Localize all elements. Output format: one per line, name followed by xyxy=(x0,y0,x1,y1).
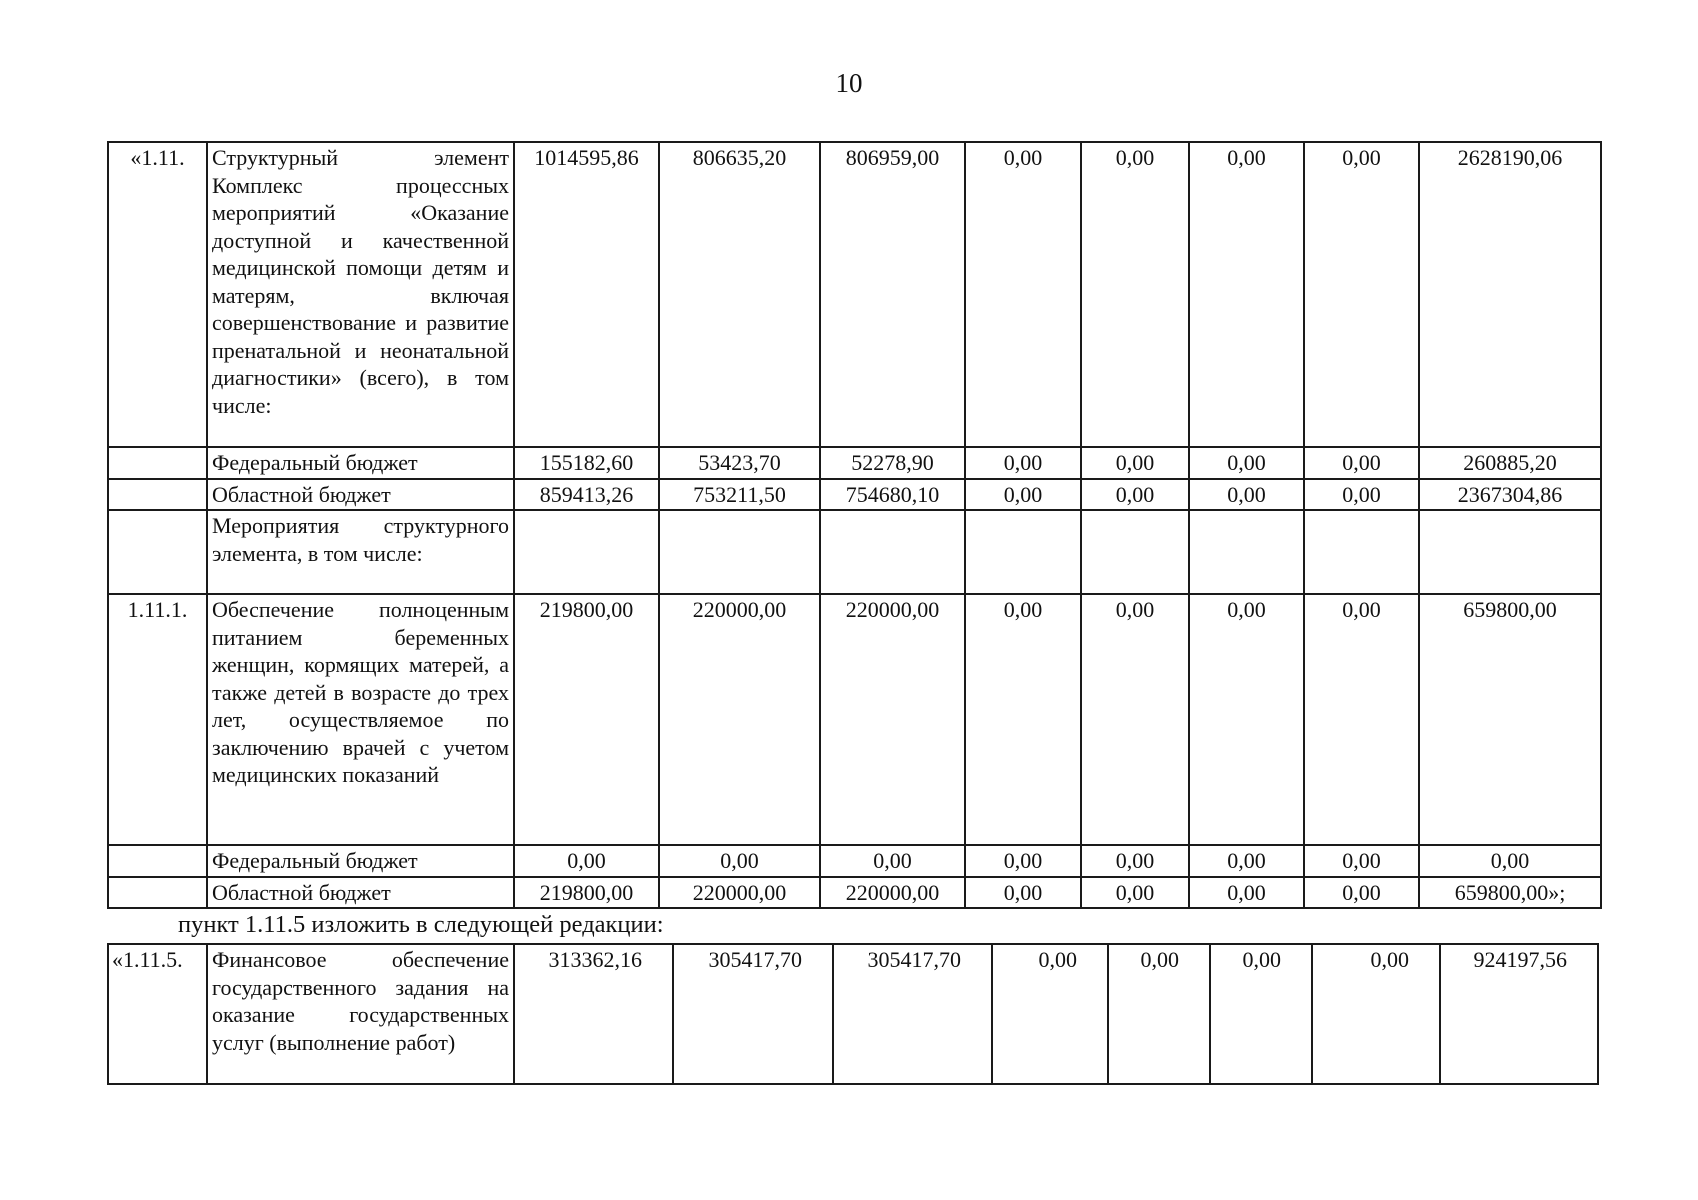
amendment-instruction: пункт 1.11.5 изложить в следующей редакции: xyxy=(178,911,664,938)
row-description: Областной бюджет xyxy=(207,877,514,909)
row-description: Структурный элемент Комплекс процессных мероприятий «Оказание доступной и качественной медицинской помощи детям и матерям, включая совершенствование и развитие пренатальной и неонатальной диагностики» (всего), в том числе: xyxy=(207,142,514,447)
value-cell: 0,00 xyxy=(1304,594,1419,845)
row-description: Мероприятия структурного элемента, в том числе: xyxy=(207,510,514,594)
value-cell: 0,00 xyxy=(820,845,965,877)
value-cell: 0,00 xyxy=(1189,845,1304,877)
row-code xyxy=(108,510,207,594)
value-cell: 0,00 xyxy=(965,845,1081,877)
table-row xyxy=(108,510,1601,594)
table-row xyxy=(108,447,1601,479)
value-cell: 0,00 xyxy=(1189,877,1304,909)
value-cell: 0,00 xyxy=(1081,594,1189,845)
value-cell: 0,00 xyxy=(1081,479,1189,511)
row-code: 1.11.1. xyxy=(108,594,207,845)
budget-table-item-1-11-5 xyxy=(107,943,1599,1085)
table-row xyxy=(108,877,1601,909)
value-cell: 0,00 xyxy=(1304,877,1419,909)
value-cell: 0,00 xyxy=(1304,447,1419,479)
value-cell xyxy=(820,510,965,594)
value-cell: 220000,00 xyxy=(659,877,820,909)
value-cell: 0,00 xyxy=(1189,594,1304,845)
value-cell xyxy=(1189,510,1304,594)
value-cell: 0,00 xyxy=(1108,944,1210,1084)
table-row xyxy=(108,142,1601,447)
value-cell: 0,00 xyxy=(1081,447,1189,479)
row-description: Федеральный бюджет xyxy=(207,447,514,479)
value-cell xyxy=(1081,510,1189,594)
row-code xyxy=(108,877,207,909)
value-cell: 0,00 xyxy=(514,845,659,877)
row-description: Федеральный бюджет xyxy=(207,845,514,877)
value-cell xyxy=(1419,510,1601,594)
value-cell: 0,00 xyxy=(965,877,1081,909)
value-cell: 313362,16 xyxy=(514,944,673,1084)
value-cell: 220000,00 xyxy=(820,594,965,845)
row-code xyxy=(108,447,207,479)
value-cell: 753211,50 xyxy=(659,479,820,511)
value-cell: 2367304,86 xyxy=(1419,479,1601,511)
budget-table-main xyxy=(107,141,1602,909)
value-cell xyxy=(965,510,1081,594)
value-cell: 0,00 xyxy=(1210,944,1312,1084)
value-cell: 1014595,86 xyxy=(514,142,659,447)
table-row xyxy=(108,845,1601,877)
page-number: 10 xyxy=(835,68,863,98)
value-cell: 659800,00»; xyxy=(1419,877,1601,909)
value-cell: 0,00 xyxy=(1304,845,1419,877)
value-cell: 0,00 xyxy=(1189,479,1304,511)
value-cell: 0,00 xyxy=(1304,479,1419,511)
row-description: Обеспечение полноценным питанием беременных женщин, кормящих матерей, а также детей в возрасте до трех лет, осуществляемое по заключению врачей с учетом медицинских показаний xyxy=(207,594,514,845)
value-cell: 0,00 xyxy=(1081,877,1189,909)
value-cell: 220000,00 xyxy=(659,594,820,845)
value-cell: 0,00 xyxy=(659,845,820,877)
value-cell: 155182,60 xyxy=(514,447,659,479)
value-cell: 0,00 xyxy=(965,447,1081,479)
value-cell: 2628190,06 xyxy=(1419,142,1601,447)
value-cell: 219800,00 xyxy=(514,594,659,845)
value-cell: 219800,00 xyxy=(514,877,659,909)
row-code: «1.11.5. xyxy=(108,944,207,1084)
value-cell: 806959,00 xyxy=(820,142,965,447)
value-cell: 260885,20 xyxy=(1419,447,1601,479)
value-cell xyxy=(659,510,820,594)
table-row xyxy=(108,594,1601,845)
value-cell: 0,00 xyxy=(1419,845,1601,877)
row-code: «1.11. xyxy=(108,142,207,447)
table-row xyxy=(108,479,1601,511)
value-cell: 0,00 xyxy=(965,594,1081,845)
value-cell: 0,00 xyxy=(965,479,1081,511)
value-cell: 754680,10 xyxy=(820,479,965,511)
value-cell xyxy=(514,510,659,594)
row-code xyxy=(108,845,207,877)
row-description: Областной бюджет xyxy=(207,479,514,511)
value-cell: 0,00 xyxy=(1304,142,1419,447)
value-cell: 859413,26 xyxy=(514,479,659,511)
value-cell: 659800,00 xyxy=(1419,594,1601,845)
value-cell: 52278,90 xyxy=(820,447,965,479)
row-code xyxy=(108,479,207,511)
value-cell: 0,00 xyxy=(1081,845,1189,877)
value-cell: 806635,20 xyxy=(659,142,820,447)
value-cell: 220000,00 xyxy=(820,877,965,909)
value-cell: 305417,70 xyxy=(673,944,833,1084)
value-cell: 305417,70 xyxy=(833,944,992,1084)
row-description: Финансовое обеспечение государственного задания на оказание государственных услуг (выполнение работ) xyxy=(207,944,514,1084)
value-cell: 924197,56 xyxy=(1440,944,1598,1084)
value-cell: 0,00 xyxy=(1189,142,1304,447)
value-cell: 0,00 xyxy=(1189,447,1304,479)
table-row xyxy=(108,944,1598,1084)
value-cell: 0,00 xyxy=(1081,142,1189,447)
value-cell: 0,00 xyxy=(1312,944,1440,1084)
value-cell: 53423,70 xyxy=(659,447,820,479)
value-cell xyxy=(1304,510,1419,594)
value-cell: 0,00 xyxy=(992,944,1108,1084)
value-cell: 0,00 xyxy=(965,142,1081,447)
